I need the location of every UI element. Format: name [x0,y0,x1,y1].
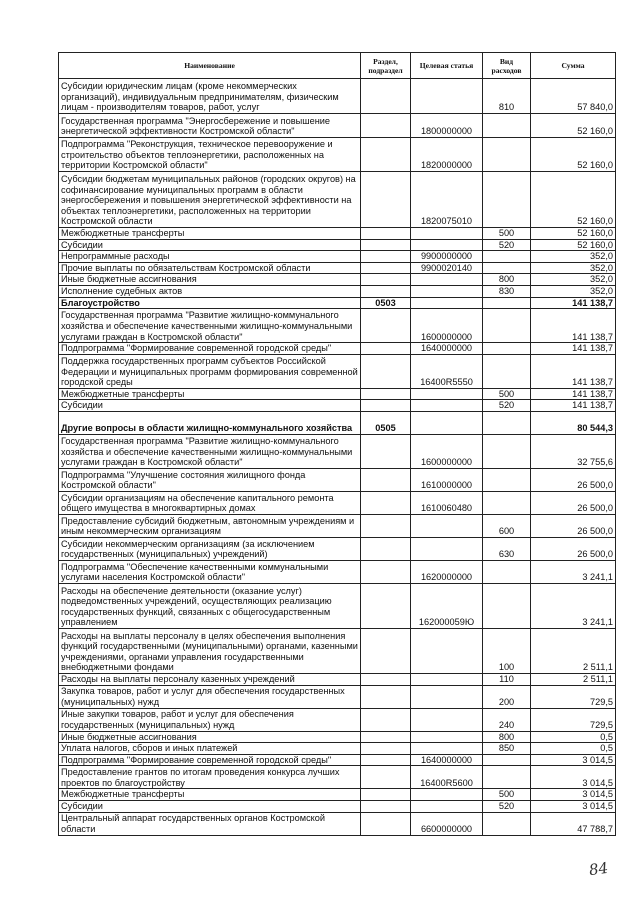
cell-sum: 52 160,0 [531,114,616,138]
cell-target: 1820075010 [411,172,483,228]
cell-sum: 141 138,7 [531,297,616,309]
cell-sum: 729,5 [531,685,616,708]
cell-name: Субсидии [59,239,361,251]
cell-name: Иные бюджетные ассигнования [59,274,361,286]
cell-name: Субсидии [59,800,361,812]
cell-target: 1800000000 [411,114,483,138]
table-row [59,285,616,297]
table-row [59,468,616,491]
cell-sum: 52 160,0 [531,239,616,251]
table-row [59,138,616,172]
cell-section [361,754,411,766]
cell-sum: 26 500,0 [531,537,616,560]
table-row [59,731,616,743]
table-header-row [59,53,616,79]
table-row [59,583,616,628]
cell-type: 830 [483,285,531,297]
cell-sum: 3 014,5 [531,754,616,766]
cell-section [361,434,411,468]
cell-sum: 26 500,0 [531,514,616,537]
cell-sum: 141 138,7 [531,309,616,343]
cell-target [411,411,483,434]
cell-type [483,468,531,491]
cell-sum: 141 138,7 [531,343,616,355]
table-row [59,491,616,514]
table-row [59,800,616,812]
cell-type [483,354,531,388]
budget-table [58,52,616,836]
cell-type [483,343,531,355]
table-row [59,537,616,560]
cell-target [411,537,483,560]
header-name: Наименование [59,53,361,79]
cell-sum: 352,0 [531,274,616,286]
cell-type [483,560,531,583]
cell-section [361,685,411,708]
table-row [59,754,616,766]
cell-sum: 47 788,7 [531,812,616,835]
cell-sum: 141 138,7 [531,354,616,388]
table-row [59,789,616,801]
cell-type [483,411,531,434]
cell-sum: 0,5 [531,731,616,743]
cell-section [361,138,411,172]
cell-target [411,400,483,412]
cell-target [411,274,483,286]
table-row [59,400,616,412]
cell-sum: 52 160,0 [531,228,616,240]
cell-type: 810 [483,79,531,114]
cell-target [411,743,483,755]
table-row [59,708,616,731]
cell-type [483,262,531,274]
cell-target [411,388,483,400]
cell-type [483,138,531,172]
cell-name: Расходы на выплаты персоналу казенных учреждений [59,673,361,685]
table-row [59,766,616,789]
table-row [59,411,616,434]
cell-section [361,388,411,400]
cell-type [483,812,531,835]
cell-target: 1820000000 [411,138,483,172]
page-number: 84 [587,858,610,880]
cell-name: Центральный аппарат государственных органов Костромской области [59,812,361,835]
cell-name: Межбюджетные трансферты [59,388,361,400]
cell-name: Субсидии некоммерческим организациям (за исключением государственных (муниципальных) учреждений) [59,537,361,560]
cell-section [361,628,411,673]
cell-section [361,560,411,583]
table-row [59,251,616,263]
cell-name: Предоставление субсидий бюджетным, автономным учреждениям и иным некоммерческим организациям [59,514,361,537]
cell-type: 500 [483,388,531,400]
table-row [59,685,616,708]
table-row [59,274,616,286]
cell-target: 16400R5600 [411,766,483,789]
cell-section [361,172,411,228]
table-row [59,812,616,835]
cell-name: Подпрограмма "Формирование современной городской среды" [59,754,361,766]
cell-sum: 352,0 [531,285,616,297]
cell-name: Уплата налогов, сборов и иных платежей [59,743,361,755]
cell-sum: 352,0 [531,262,616,274]
cell-target [411,514,483,537]
cell-section [361,343,411,355]
table-row [59,514,616,537]
cell-type: 850 [483,743,531,755]
cell-name: Субсидии юридическим лицам (кроме некоммерческих организаций), индивидуальным предпринимателям, физическим лицам - производителям товаров, работ, услуг [59,79,361,114]
cell-type [483,754,531,766]
cell-section [361,239,411,251]
cell-section [361,400,411,412]
cell-sum: 729,5 [531,708,616,731]
cell-section [361,514,411,537]
cell-target [411,800,483,812]
cell-section [361,800,411,812]
cell-sum: 3 014,5 [531,800,616,812]
cell-type: 110 [483,673,531,685]
cell-target: 6600000000 [411,812,483,835]
cell-target [411,79,483,114]
cell-section [361,285,411,297]
cell-name: Государственная программа "Энергосбережение и повышение энергетической эффективности Костромской области" [59,114,361,138]
cell-type: 500 [483,228,531,240]
cell-name: Другие вопросы в области жилищно-коммунального хозяйства [59,411,361,434]
cell-target: 1640000000 [411,754,483,766]
cell-section [361,274,411,286]
cell-sum: 2 511,1 [531,673,616,685]
cell-type: 500 [483,789,531,801]
cell-section [361,262,411,274]
cell-target [411,628,483,673]
cell-sum: 0,5 [531,743,616,755]
cell-target: 9900000000 [411,251,483,263]
cell-type [483,766,531,789]
cell-name: Расходы на обеспечение деятельности (оказание услуг) подведомственных учреждений, осуществляющих реализацию государственных функций, связанных с общегосударственным управлением [59,583,361,628]
cell-name: Субсидии организациям на обеспечение капитального ремонта общего имущества в многоквартирных домах [59,491,361,514]
cell-name: Подпрограмма "Улучшение состояния жилищного фонда Костромской области" [59,468,361,491]
cell-target [411,239,483,251]
cell-sum: 26 500,0 [531,468,616,491]
cell-type [483,297,531,309]
cell-name: Расходы на выплаты персоналу в целях обеспечения выполнения функций государственными (муниципальными) органами, казенными учреждениями, органами управления государственными внебюджетными фондами [59,628,361,673]
table-row [59,343,616,355]
cell-section [361,537,411,560]
table-row [59,673,616,685]
table-row [59,297,616,309]
cell-name: Благоустройство [59,297,361,309]
cell-type [483,114,531,138]
cell-type: 520 [483,400,531,412]
cell-name: Межбюджетные трансферты [59,789,361,801]
cell-section [361,789,411,801]
cell-section [361,812,411,835]
cell-name: Подпрограмма "Формирование современной городской среды" [59,343,361,355]
cell-name: Межбюджетные трансферты [59,228,361,240]
cell-section [361,491,411,514]
cell-type: 200 [483,685,531,708]
cell-type: 630 [483,537,531,560]
cell-section [361,79,411,114]
cell-name: Субсидии [59,400,361,412]
cell-name: Государственная программа "Развитие жилищно-коммунального хозяйства и обеспечение качественными жилищно-коммунальными услугами граждан в Костромской области" [59,309,361,343]
header-type: Вид расходов [483,53,531,79]
cell-sum: 3 241,1 [531,583,616,628]
cell-target [411,297,483,309]
cell-target: 1610060480 [411,491,483,514]
cell-target: 1640000000 [411,343,483,355]
cell-target [411,708,483,731]
cell-target: 1600000000 [411,309,483,343]
cell-name: Иные закупки товаров, работ и услуг для обеспечения государственных (муниципальных) нужд [59,708,361,731]
table-row [59,262,616,274]
cell-sum: 26 500,0 [531,491,616,514]
cell-section [361,743,411,755]
cell-type: 800 [483,731,531,743]
cell-target: 1610000000 [411,468,483,491]
cell-sum: 52 160,0 [531,138,616,172]
cell-type [483,491,531,514]
cell-name: Государственная программа "Развитие жилищно-коммунального хозяйства и обеспечение качественными жилищно-коммунальными услугами граждан в Костромской области" [59,434,361,468]
header-target: Целевая статья [411,53,483,79]
cell-name: Иные бюджетные ассигнования [59,731,361,743]
table-row [59,560,616,583]
cell-section [361,731,411,743]
cell-target: 162000059Ю [411,583,483,628]
table-row [59,388,616,400]
cell-sum: 141 138,7 [531,388,616,400]
table-row [59,628,616,673]
cell-name: Непрограммные расходы [59,251,361,263]
table-row [59,239,616,251]
cell-type: 100 [483,628,531,673]
cell-type: 240 [483,708,531,731]
cell-type: 800 [483,274,531,286]
cell-name: Исполнение судебных актов [59,285,361,297]
cell-section [361,468,411,491]
cell-section [361,309,411,343]
cell-section: 0505 [361,411,411,434]
header-section: Раздел, подраздел [361,53,411,79]
cell-section [361,583,411,628]
cell-sum: 352,0 [531,251,616,263]
table-row [59,434,616,468]
table-row [59,309,616,343]
table-row [59,114,616,138]
cell-type [483,251,531,263]
cell-type: 520 [483,800,531,812]
cell-sum: 3 241,1 [531,560,616,583]
cell-section [361,354,411,388]
cell-name: Субсидии бюджетам муниципальных районов (городских округов) на софинансирование муниципальных программ в области энергосбережения и повышения энергетической эффективности на объектах теплоэнергетики, расположенных на территории Костромской области [59,172,361,228]
cell-section [361,228,411,240]
cell-name: Прочие выплаты по обязательствам Костромской области [59,262,361,274]
cell-target [411,285,483,297]
cell-name: Подпрограмма "Реконструкция, техническое перевооружение и строительство объектов теплоэнергетики, расположенных на территории Костромской области" [59,138,361,172]
cell-sum: 3 014,5 [531,766,616,789]
table-row [59,228,616,240]
cell-target [411,228,483,240]
cell-name: Подпрограмма "Обеспечение качественными коммунальными услугами населения Костромской области" [59,560,361,583]
table-row [59,743,616,755]
cell-target: 16400R5550 [411,354,483,388]
cell-target [411,731,483,743]
cell-sum: 32 755,6 [531,434,616,468]
cell-name: Закупка товаров, работ и услуг для обеспечения государственных (муниципальных) нужд [59,685,361,708]
cell-sum: 57 840,0 [531,79,616,114]
header-sum: Сумма [531,53,616,79]
cell-target [411,685,483,708]
cell-type: 520 [483,239,531,251]
table-row [59,354,616,388]
cell-name: Поддержка государственных программ субъектов Российской Федерации и муниципальных программ формирования современной городской среды [59,354,361,388]
table-row [59,172,616,228]
cell-section [361,251,411,263]
cell-target: 1620000000 [411,560,483,583]
cell-sum: 3 014,5 [531,789,616,801]
cell-section [361,766,411,789]
cell-section: 0503 [361,297,411,309]
cell-section [361,114,411,138]
cell-type [483,583,531,628]
cell-type [483,434,531,468]
cell-sum: 141 138,7 [531,400,616,412]
cell-section [361,708,411,731]
table-row [59,79,616,114]
cell-target [411,673,483,685]
cell-name: Предоставление грантов по итогам проведения конкурса лучших проектов по благоустройству [59,766,361,789]
cell-target: 1600000000 [411,434,483,468]
table-body [59,79,616,836]
cell-target [411,789,483,801]
cell-target: 9900020140 [411,262,483,274]
cell-section [361,673,411,685]
cell-sum: 2 511,1 [531,628,616,673]
cell-type [483,172,531,228]
cell-sum: 52 160,0 [531,172,616,228]
cell-type: 600 [483,514,531,537]
cell-type [483,309,531,343]
cell-sum: 80 544,3 [531,411,616,434]
